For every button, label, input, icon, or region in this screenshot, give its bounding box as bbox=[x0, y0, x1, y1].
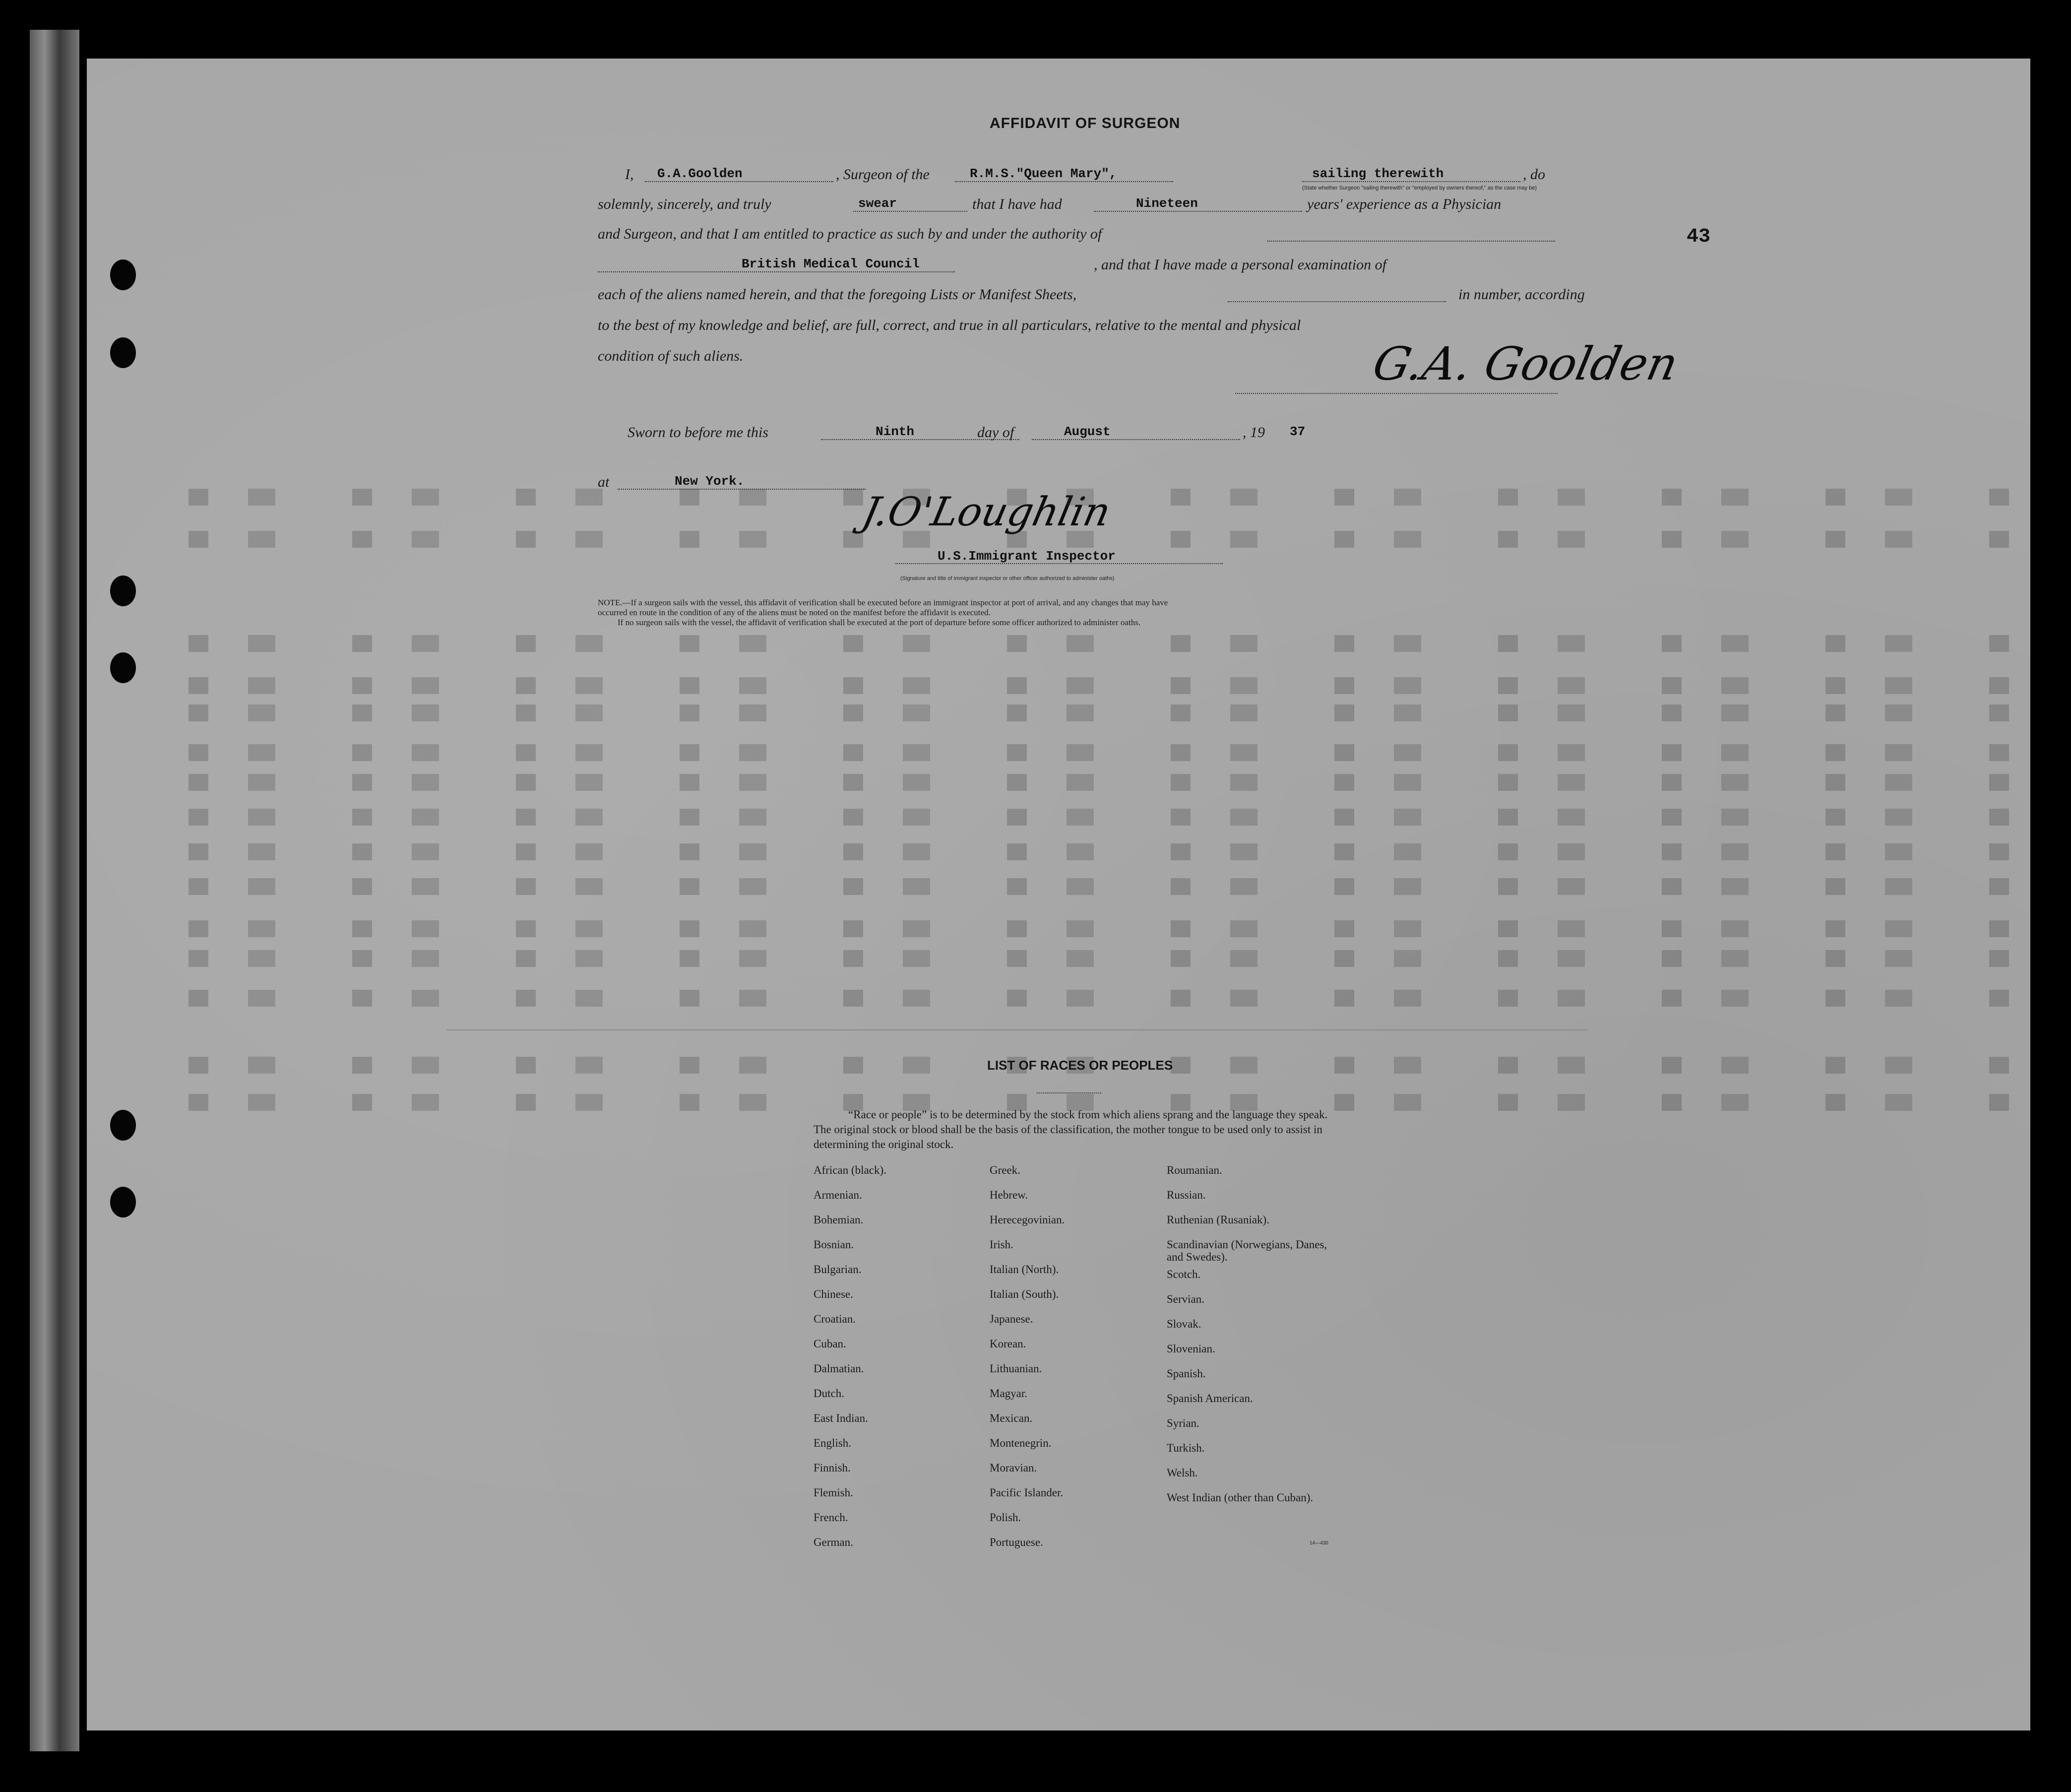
race-item: Armenian. bbox=[814, 1189, 862, 1201]
race-item: Portuguese. bbox=[990, 1536, 1043, 1548]
race-item: Syrian. bbox=[1167, 1417, 1199, 1429]
bleed-through bbox=[188, 489, 2014, 506]
sworn-year: 37 bbox=[1290, 424, 1306, 439]
race-item: Hebrew. bbox=[990, 1189, 1028, 1201]
race-item: Japanese. bbox=[990, 1313, 1033, 1325]
affidavit-text: , do bbox=[1523, 166, 1545, 183]
race-item: Greek. bbox=[990, 1164, 1020, 1176]
punch-hole bbox=[110, 1187, 136, 1217]
bleed-through bbox=[188, 809, 2014, 826]
race-item: Croatian. bbox=[814, 1313, 856, 1325]
races-title-rule bbox=[1037, 1078, 1101, 1093]
race-item: Scandinavian (Norwegians, Danes, and Swedes). bbox=[1167, 1238, 1327, 1263]
race-item: Herecegovinian. bbox=[990, 1214, 1065, 1226]
race-item: Bosnian. bbox=[814, 1238, 854, 1251]
affidavit-text: Sworn to before me this bbox=[628, 424, 768, 441]
note-line: NOTE.—If a surgeon sails with the vessel, this affidavit of verification shall be executed before an immigrant inspector at port of arrival, and any changes that may have bbox=[598, 598, 1168, 607]
race-item: Spanish. bbox=[1167, 1367, 1206, 1380]
race-item: Flemish. bbox=[814, 1486, 853, 1499]
inspector-signature: J.O'Loughlin bbox=[858, 489, 1115, 535]
punch-hole bbox=[110, 576, 136, 606]
race-item: Korean. bbox=[990, 1338, 1026, 1350]
races-title: LIST OF RACES OR PEOPLES bbox=[987, 1058, 1173, 1073]
note-line: If no surgeon sails with the vessel, the affidavit of verification shall be executed at the port of departure before some officer authorized to administer oaths. bbox=[618, 618, 1141, 627]
race-item: East Indian. bbox=[814, 1412, 868, 1424]
affidavit-text: , 19 bbox=[1243, 424, 1265, 441]
race-item: Turkish. bbox=[1167, 1442, 1205, 1454]
race-item: Chinese. bbox=[814, 1288, 853, 1300]
vessel-name: R.M.S."Queen Mary", bbox=[970, 166, 1117, 181]
race-item: Cuban. bbox=[814, 1338, 846, 1350]
punch-hole bbox=[110, 259, 136, 290]
race-item: German. bbox=[814, 1536, 853, 1548]
surgeon-signature: G.A. Goolden bbox=[1368, 337, 1683, 390]
affidavit-note bbox=[598, 598, 1555, 628]
race-item: Italian (North). bbox=[990, 1263, 1059, 1276]
race-item: Irish. bbox=[990, 1238, 1013, 1251]
affidavit-text: condition of such aliens. bbox=[598, 348, 744, 364]
race-item: West Indian (other than Cuban). bbox=[1167, 1491, 1314, 1504]
affidavit-text: years' experience as a Physician bbox=[1307, 196, 1502, 212]
bleed-through bbox=[188, 774, 2014, 791]
affidavit-text: in number, according bbox=[1458, 286, 1585, 303]
race-item: Dalmatian. bbox=[814, 1362, 864, 1375]
race-item: Italian (South). bbox=[990, 1288, 1059, 1300]
races-column-1 bbox=[814, 1164, 886, 1561]
race-item: Lithuanian. bbox=[990, 1362, 1042, 1375]
sworn-day: Ninth bbox=[876, 424, 915, 439]
film-edge bbox=[30, 30, 79, 1751]
race-item: Slovenian. bbox=[1167, 1343, 1215, 1355]
affidavit-text: , Surgeon of the bbox=[836, 166, 930, 183]
sworn-statement bbox=[598, 424, 1555, 454]
race-item: Russian. bbox=[1167, 1189, 1206, 1201]
race-item: English. bbox=[814, 1437, 852, 1449]
race-item: Ruthenian (Rusaniak). bbox=[1167, 1214, 1269, 1226]
form-number: 14—430 bbox=[1310, 1540, 1328, 1546]
race-item: Welsh. bbox=[1167, 1467, 1198, 1479]
place: New York. bbox=[675, 474, 745, 489]
race-item: African (black). bbox=[814, 1164, 886, 1176]
inspector-caption: (Signature and title of immigrant inspector or other officer authorized to administer oaths) bbox=[900, 576, 1115, 581]
race-item: Mexican. bbox=[990, 1412, 1033, 1424]
affidavit-text: I, bbox=[625, 166, 634, 183]
bleed-through bbox=[188, 950, 2014, 967]
race-item: Bohemian. bbox=[814, 1214, 864, 1226]
race-item: Pacific Islander. bbox=[990, 1486, 1064, 1499]
race-item: Magyar. bbox=[990, 1387, 1028, 1400]
race-item: Bulgarian. bbox=[814, 1263, 862, 1276]
surgeon-status: sailing therewith bbox=[1312, 166, 1444, 181]
race-item: Moravian. bbox=[990, 1462, 1037, 1474]
race-item: Montenegrin. bbox=[990, 1437, 1052, 1449]
affidavit-text: that I have had bbox=[972, 196, 1062, 212]
affidavit-text: each of the aliens named herein, and that the foregoing Lists or Manifest Sheets, bbox=[598, 286, 1077, 303]
affidavit-text: day of bbox=[977, 424, 1014, 441]
races-intro bbox=[814, 1107, 1339, 1152]
affidavit-text: solemnly, sincerely, and truly bbox=[598, 196, 771, 212]
medical-authority: British Medical Council bbox=[742, 256, 920, 271]
sworn-month: August bbox=[1064, 424, 1111, 439]
note-line: occurred en route in the condition of any of the aliens must be noted on the manifest before the affidavit is executed. bbox=[598, 608, 991, 617]
affidavit-text: to the best of my knowledge and belief, are full, correct, and true in all particulars, relative to the mental and physical bbox=[598, 317, 1301, 333]
race-item: Finnish. bbox=[814, 1462, 851, 1474]
race-item: Slovak. bbox=[1167, 1318, 1201, 1330]
races-column-3 bbox=[1167, 1164, 1345, 1516]
punch-hole bbox=[110, 1110, 136, 1141]
surgeon-name: G.A.Goolden bbox=[657, 166, 743, 181]
status-note: (State whether Surgeon "sailing therewith" or "employed by owners thereof," as the case may be) bbox=[1302, 185, 1537, 191]
bleed-through bbox=[188, 990, 2014, 1007]
inspector-title: U.S.Immigrant Inspector bbox=[938, 549, 1116, 564]
bleed-through bbox=[188, 635, 2014, 652]
bleed-through bbox=[188, 704, 2014, 721]
race-item: French. bbox=[814, 1511, 848, 1524]
race-item: Spanish American. bbox=[1167, 1392, 1253, 1405]
race-item: Polish. bbox=[990, 1511, 1021, 1524]
bleed-through bbox=[188, 843, 2014, 860]
race-item: Scotch. bbox=[1167, 1268, 1201, 1280]
oath-type: swear bbox=[858, 196, 897, 211]
bleed-through bbox=[188, 531, 2014, 548]
punch-hole bbox=[110, 652, 136, 683]
bleed-through bbox=[188, 920, 2014, 937]
affidavit-title: AFFIDAVIT OF SURGEON bbox=[990, 115, 1181, 131]
affidavit-text: at bbox=[598, 474, 610, 490]
bleed-through bbox=[188, 878, 2014, 895]
race-item: Dutch. bbox=[814, 1387, 844, 1400]
years-experience: Nineteen bbox=[1136, 196, 1198, 211]
race-item: Servian. bbox=[1167, 1293, 1205, 1305]
bleed-through bbox=[188, 677, 2014, 694]
affidavit-text: , and that I have made a personal examination of bbox=[1094, 256, 1386, 273]
bleed-through bbox=[188, 744, 2014, 761]
punch-hole bbox=[110, 337, 136, 368]
page-number: 43 bbox=[1687, 226, 1711, 248]
affidavit-text: and Surgeon, and that I am entitled to practice as such by and under the authority of bbox=[598, 226, 1102, 242]
races-column-2 bbox=[990, 1164, 1065, 1561]
races-intro-text: “Race or people” is to be determined by the stock from which aliens sprang and the language they speak. The original stock or blood shall be the basis of the classification, the mother tongue to be used only to assist in determining the original stock. bbox=[814, 1108, 1328, 1151]
bleed-through-rule bbox=[446, 1029, 1587, 1030]
race-item: Roumanian. bbox=[1167, 1164, 1222, 1176]
